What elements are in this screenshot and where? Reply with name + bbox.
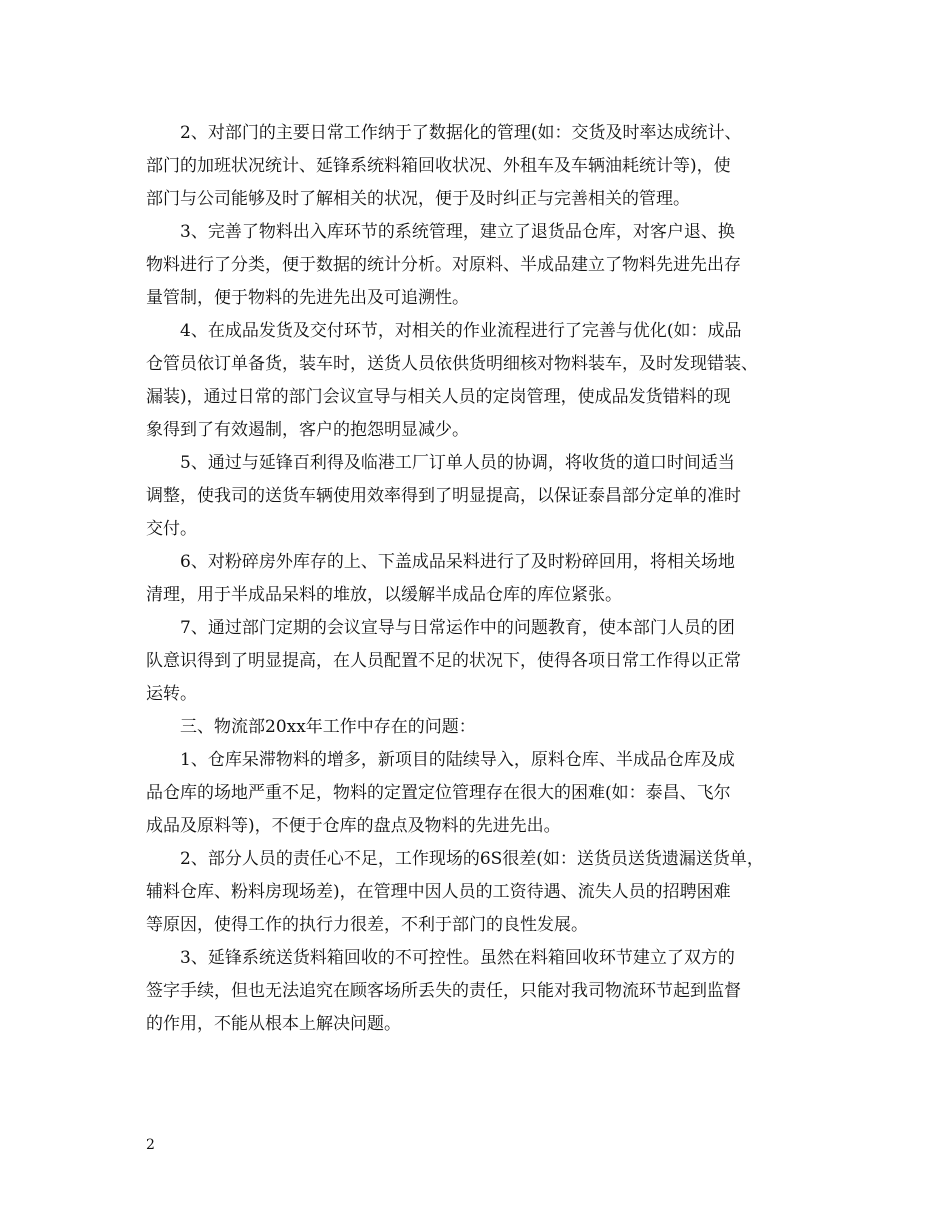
paragraph-line: 辅料仓库、粉料房现场差)，在管理中因人员的工资待遇、流失人员的招聘困难 [146,882,731,902]
paragraph-first-line: 三、物流部20xx年工作中存在的问题： [180,717,476,737]
paragraph-line: 漏装)，通过日常的部门会议宣导与相关人员的定岗管理，使成品发货错料的现 [146,387,731,407]
paragraph-line: 品仓库的场地严重不足，物料的定置定位管理存在很大的困难(如：泰昌、飞尔 [146,783,731,803]
paragraph-first-line: 4、在成品发货及交付环节，对相关的作业流程进行了完善与优化(如：成品 [180,321,742,341]
paragraph-line: 仓管员依订单备货，装车时，送货人员依供货明细核对物料装车，及时发现错装、 [146,354,758,374]
paragraph-first-line: 3、完善了物料出入库环节的系统管理，建立了退货品仓库，对客户退、换 [180,222,735,242]
paragraph-first-line: 5、通过与延锋百利得及临港工厂订单人员的协调，将收货的道口时间适当 [180,453,735,473]
paragraph-line: 队意识得到了明显提高，在人员配置不足的状况下，使得各项日常工作得以正常 [146,651,741,671]
paragraph-first-line: 2、对部门的主要日常工作纳于了数据化的管理(如：交货及时率达成统计、 [180,123,742,143]
paragraph-line: 成品及原料等)，不便于仓库的盘点及物料的先进先出。 [146,816,561,836]
paragraph-line: 运转。 [146,684,197,704]
paragraph-line: 量管制，便于物料的先进先出及可追溯性。 [146,288,469,308]
paragraph-line: 交付。 [146,519,197,539]
paragraph-first-line: 3、延锋系统送货料箱回收的不可控性。虽然在料箱回收环节建立了双方的 [180,948,735,968]
paragraph-line: 签字手续，但也无法追究在顾客场所丢失的责任，只能对我司物流环节起到监督 [146,981,741,1001]
paragraph-first-line: 2、部分人员的责任心不足，工作现场的6S很差(如：送货员送货遗漏送货单， [180,849,764,869]
paragraph-first-line: 6、对粉碎房外库存的上、下盖成品呆料进行了及时粉碎回用，将相关场地 [180,552,735,572]
paragraph-line: 部门的加班状况统计、延锋系统料箱回收状况、外租车及车辆油耗统计等)，使 [146,156,731,176]
paragraph-line: 清理，用于半成品呆料的堆放，以缓解半成品仓库的库位紧张。 [146,585,622,605]
paragraph-first-line: 7、通过部门定期的会议宣导与日常运作中的问题教育，使本部门人员的团 [180,618,735,638]
paragraph-line: 调整，使我司的送货车辆使用效率得到了明显提高，以保证泰昌部分定单的准时 [146,486,741,506]
paragraph-line: 的作用，不能从根本上解决问题。 [146,1014,401,1034]
paragraph-line: 物料进行了分类，便于数据的统计分析。对原料、半成品建立了物料先进先出存 [146,255,741,275]
paragraph-line: 等原因，使得工作的执行力很差，不利于部门的良性发展。 [146,915,588,935]
page-number: 2 [146,1137,155,1153]
document-body [146,118,818,1042]
paragraph-line: 象得到了有效遏制，客户的抱怨明显减少。 [146,420,469,440]
paragraph-first-line: 1、仓库呆滞物料的增多，新项目的陆续导入，原料仓库、半成品仓库及成 [180,750,735,770]
paragraph-line: 部门与公司能够及时了解相关的状况，便于及时纠正与完善相关的管理。 [146,189,690,209]
